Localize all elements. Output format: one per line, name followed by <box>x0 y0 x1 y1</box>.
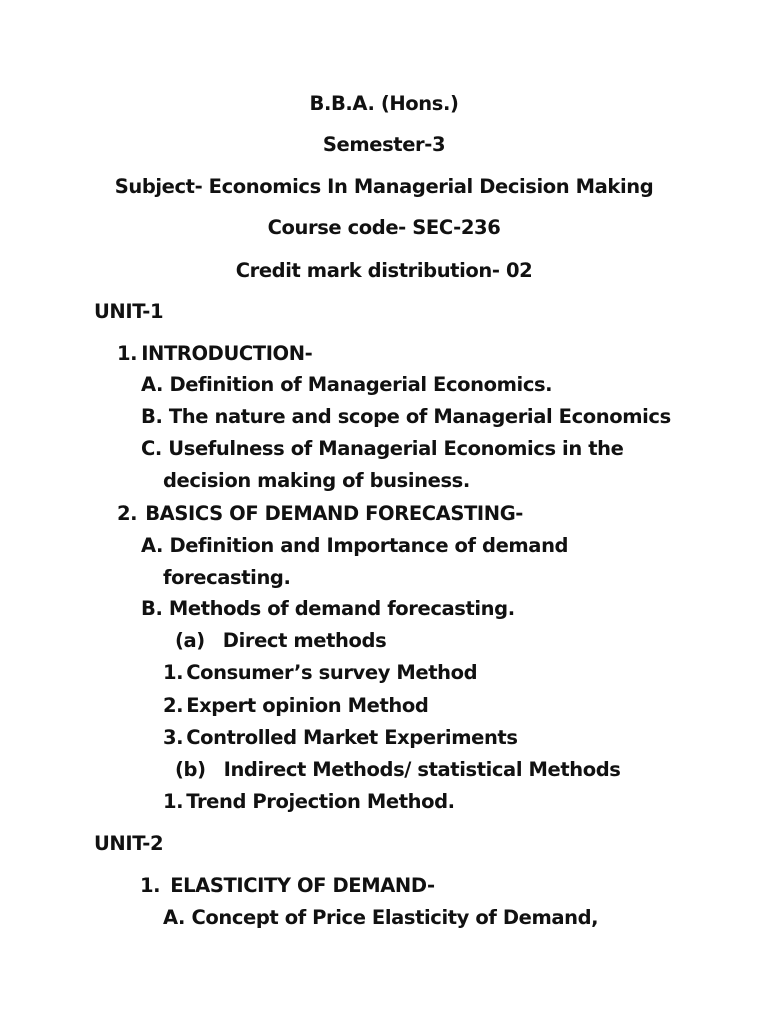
unit2-section1-number: 1. <box>140 874 161 897</box>
list-item-number: 1. <box>163 661 184 684</box>
unit1-section2-item-a-continued: forecasting. <box>163 566 291 589</box>
list-item-number: 3. <box>163 726 184 749</box>
unit1-section2-heading <box>117 502 523 526</box>
unit2-section1-heading <box>140 874 435 898</box>
unit1-heading: UNIT-1 <box>94 300 164 323</box>
direct-method-item <box>163 694 428 718</box>
unit1-section1-title: INTRODUCTION- <box>141 342 313 365</box>
unit2-section1-item-a: A. Concept of Price Elasticity of Demand, <box>163 906 599 929</box>
direct-methods-title: Direct methods <box>222 629 387 652</box>
program-title: B.B.A. (Hons.) <box>309 92 459 115</box>
unit1-section2-item-b: B. Methods of demand forecasting. <box>141 597 515 620</box>
list-item-text: Expert opinion Method <box>186 694 429 717</box>
unit1-section2-item-a: A. Definition and Importance of demand <box>141 534 569 557</box>
unit1-section1-number: 1. <box>117 342 138 365</box>
unit1-section1-item-c: C. Usefulness of Managerial Economics in the <box>141 437 624 460</box>
list-item-number: 1. <box>163 790 184 813</box>
unit1-section1-item-c-continued: decision making of business. <box>163 469 470 492</box>
subject-title: Subject- Economics In Managerial Decision Making <box>114 175 654 198</box>
semester-title: Semester-3 <box>322 133 446 156</box>
indirect-methods-heading <box>175 758 620 782</box>
list-item-text: Consumer’s survey Method <box>186 661 478 684</box>
unit2-section1-title: ELASTICITY OF DEMAND- <box>170 874 435 897</box>
course-code: Course code- SEC-236 <box>267 216 501 239</box>
unit1-section1-heading <box>117 342 312 366</box>
indirect-method-item <box>163 790 455 814</box>
unit2-heading: UNIT-2 <box>94 832 164 855</box>
unit1-section1-item-a: A. Definition of Managerial Economics. <box>141 373 553 396</box>
indirect-methods-title: Indirect Methods/ statistical Methods <box>223 758 621 781</box>
credit-distribution: Credit mark distribution- 02 <box>235 259 533 282</box>
direct-methods-label: (a) <box>175 629 205 652</box>
unit1-section2-number: 2. <box>117 502 138 525</box>
list-item-text: Trend Projection Method. <box>186 790 455 813</box>
unit1-section2-title: BASICS OF DEMAND FORECASTING- <box>145 502 523 525</box>
indirect-methods-label: (b) <box>175 758 206 781</box>
unit1-section1-item-b: B. The nature and scope of Managerial Economics <box>141 405 671 428</box>
list-item-number: 2. <box>163 694 184 717</box>
list-item-text: Controlled Market Experiments <box>186 726 518 749</box>
direct-method-item <box>163 726 518 750</box>
direct-methods-heading <box>175 629 386 653</box>
direct-method-item <box>163 661 477 685</box>
